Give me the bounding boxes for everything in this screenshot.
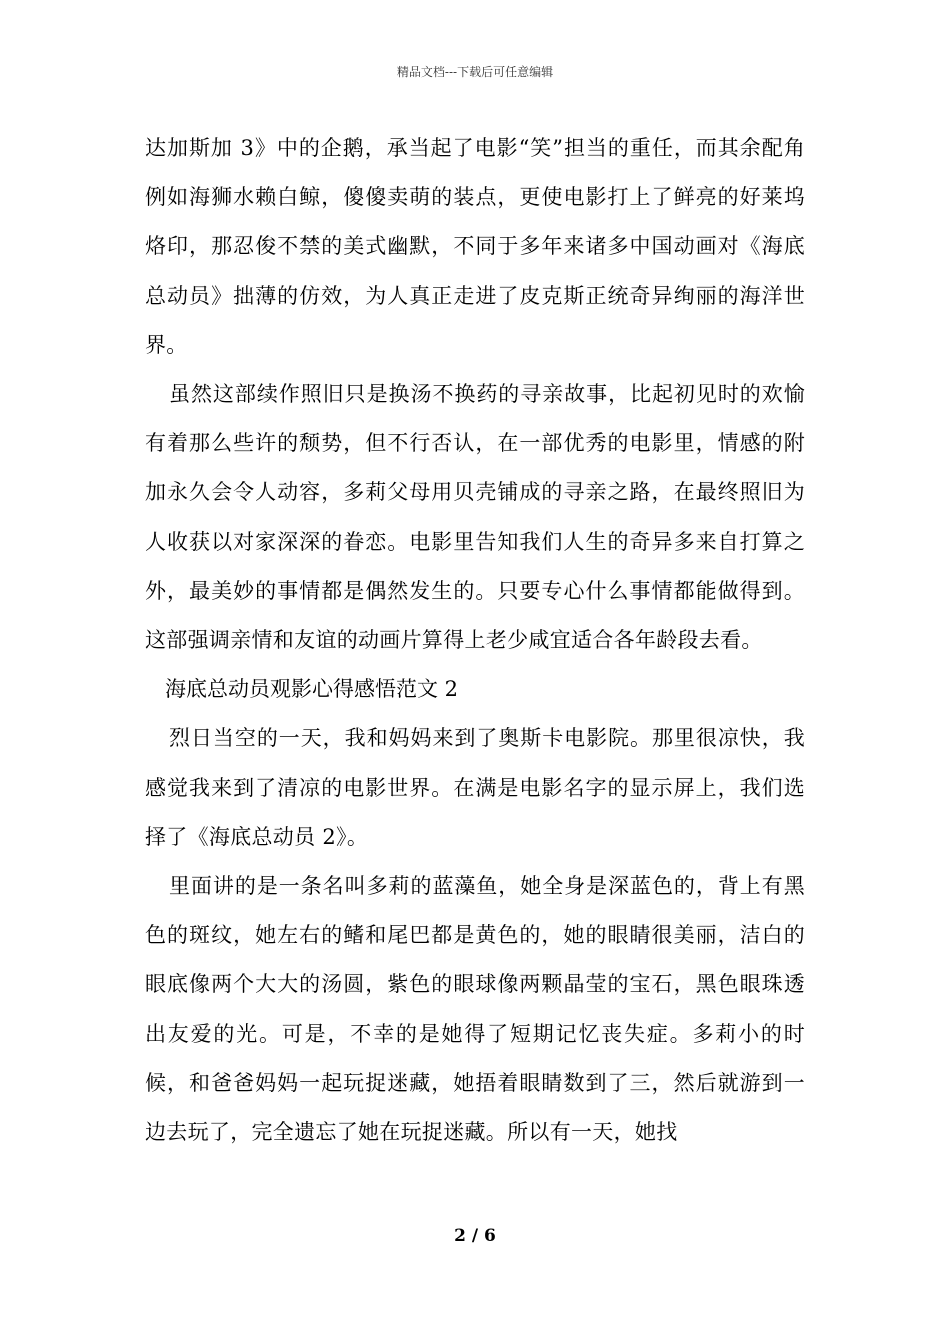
paragraph: 里面讲的是一条名叫多莉的蓝藻鱼，她全身是深蓝色的，背上有黑色的斑纹，她左右的鳍和尾巴都是黄色的，她的眼睛很美丽，洁白的眼底像两个大大的汤圆，紫色的眼球像两颗晶莹的宝石，黑色眼珠透出友爱的光。可是，不幸的是她得了短期记忆丧失症。多莉小的时候，和爸爸妈妈一起玩捉迷藏，她捂着眼睛数到了三，然后就游到一边去玩了，完全遗忘了她在玩捉迷藏。所以有一天，她找 bbox=[145, 874, 805, 1145]
paragraph: 烈日当空的一天，我和妈妈来到了奥斯卡电影院。那里很凉快，我感觉我来到了清凉的电影世界。在满是电影名字的显示屏上，我们选择了《海底总动员 2》。 bbox=[145, 726, 805, 849]
page-header: 精品文档---下载后可任意编辑 bbox=[396, 65, 554, 79]
paragraph: 达加斯加 3》中的企鹅，承当起了电影“笑”担当的重任，而其余配角例如海狮水赖白鲸，傻傻卖萌的装点，更使电影打上了鲜亮的好莱坞烙印，那忍俊不禁的美式幽默，不同于多年来诸多中国动画对《海底总动员》拙薄的仿效，为人真正走进了皮克斯正统奇异绚丽的海洋世界。 bbox=[145, 136, 805, 357]
paragraph: 虽然这部续作照旧只是换汤不换药的寻亲故事，比起初见时的欢愉有着那么些许的颓势，但不行否认，在一部优秀的电影里，情感的附加永久会令人动容，多莉父母用贝壳铺成的寻亲之路，在最终照旧为人收获以对家深深的眷恋。电影里告知我们人生的奇异多来自打算之外，最美妙的事情都是偶然发生的。只要专心什么事情都能做得到。这部强调亲情和友谊的动画片算得上老少咸宜适合各年龄段去看。 bbox=[145, 382, 805, 653]
document-body bbox=[145, 124, 805, 1157]
page-number: 2 / 6 bbox=[454, 1226, 496, 1246]
section-heading: 海底总动员观影心得感悟范文 2 bbox=[165, 677, 459, 702]
